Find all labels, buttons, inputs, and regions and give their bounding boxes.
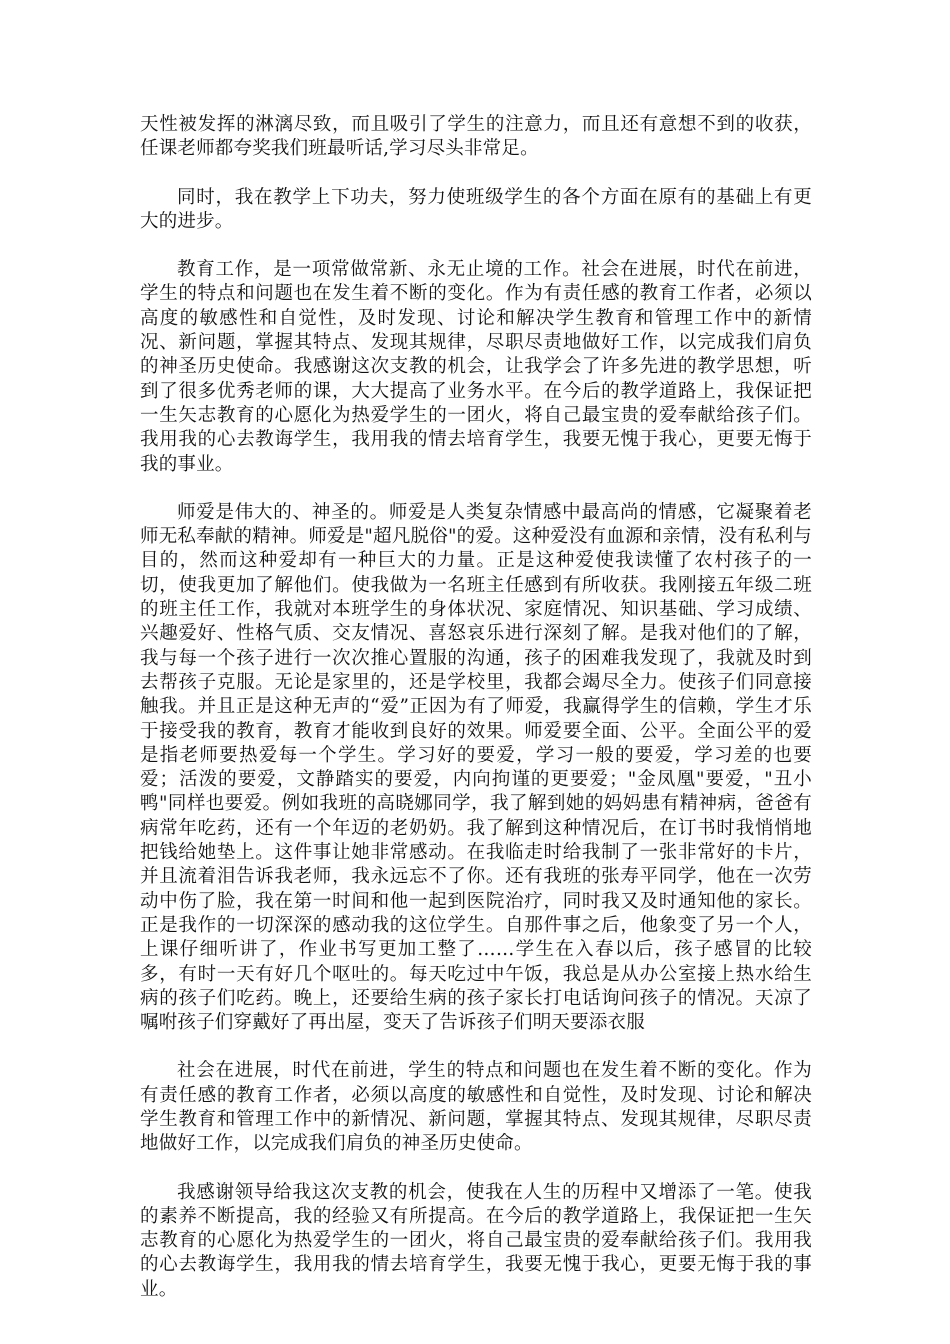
paragraph-3: 教育工作，是一项常做常新、永无止境的工作。社会在进展，时代在前进，学生的特点和问题也在发生着不断的变化。作为有责任感的教育工作者，必须以高度的敏感性和自觉性，及时发现、讨论和解决学生教育和管理工作中的新情况、新问题，掌握其特点、发现其规律，尽职尽责地做好工作，以完成我们肩负的神圣历史使命。我感谢这次支教的机会，让我学会了许多先进的教学思想，听到了很多优秀老师的课，大大提高了业务水平。在今后的教学道路上，我保证把一生矢志教育的心愿化为热爱学生的一团火，将自己最宝贵的爱奉献给孩子们。我用我的心去教诲学生，我用我的情去培育学生，我要无愧于我心，更要无悔于我的事业。 (140, 259, 812, 475)
paragraph-4: 师爱是伟大的、神圣的。师爱是人类复杂情感中最高尚的情感，它凝聚着老师无私奉献的精神。师爱是"超凡脱俗"的爱。这种爱没有血源和亲情，没有私利与目的，然而这种爱却有一种巨大的力量。正是这种爱使我读懂了农村孩子的一切，使我更加了解他们。使我做为一名班主任感到有所收获。我刚接五年级二班的班主任工作，我就对本班学生的身体状况、家庭情况、知识基础、学习成绩、兴趣爱好、性格气质、交友情况、喜怒哀乐进行深刻了解。是我对他们的了解，我与每一个孩子进行一次次推心置服的沟通，孩子的困难我发现了，我就及时到去帮孩子克服。无论是家里的，还是学校里，我都会竭尽全力。使孩子们同意接触我。并且正是这种无声的“爱”正因为有了师爱，我赢得学生的信赖，学生才乐于接受我的教育，教育才能收到良好的效果。师爱要全面、公平。全面公平的爱是指老师要热爱每一个学生。学习好的要爱，学习一般的要爱，学习差的也要爱；活泼的要爱，文静踏实的要爱，内向拘谨的更要爱；"金凤凰"要爱，"丑小鸭"同样也要爱。例如我班的高晓娜同学，我了解到她的妈妈患有精神病，爸爸有病常年吃药，还有一个年迈的老奶奶。我了解到这种情况后，在订书时我悄悄地把钱给她垫上。这件事让她非常感动。在我临走时给我制了一张非常好的卡片，并且流着泪告诉我老师，我永远忘不了你。还有我班的张寿平同学，他在一次劳动中伤了脸，我在第一时间和他一起到医院治疗，同时我又及时通知他的家长。正是我作的一切深深的感动我的这位学生。自那件事之后，他象变了另一个人，上课仔细听讲了，作业书写更加工整了……学生在入春以后，孩子感冒的比较多，有时一天有好几个呕吐的。每天吃过中午饭，我总是从办公室接上热水给生病的孩子们吃药。晚上，还要给生病的孩子家长打电话询问孩子的情况。天凉了嘱咐孩子们穿戴好了再出屋，变天了告诉孩子们明天要添衣服 (140, 501, 812, 1034)
document-body (140, 113, 812, 1326)
paragraph-5: 社会在进展，时代在前进，学生的特点和问题也在发生着不断的变化。作为有责任感的教育工作者，必须以高度的敏感性和自觉性，及时发现、讨论和解决学生教育和管理工作中的新情况、新问题，掌握其特点、发现其规律，尽职尽责地做好工作，以完成我们肩负的神圣历史使命。 (140, 1060, 812, 1155)
paragraph-2: 同时，我在教学上下功夫，努力使班级学生的各个方面在原有的基础上有更大的进步。 (140, 186, 812, 232)
paragraph-6: 我感谢领导给我这次支教的机会，使我在人生的历程中又增添了一笔。使我的素养不断提高，我的经验又有所提高。在今后的教学道路上，我保证把一生矢志教育的心愿化为热爱学生的一团火，将自己最宝贵的爱奉献给孩子们。我用我的心去教诲学生，我用我的情去培育学生，我要无愧于我心，更要无悔于我的事业。 (140, 1181, 812, 1300)
paragraph-1: 天性被发挥的淋漓尽致，而且吸引了学生的注意力，而且还有意想不到的收获，任课老师都夸奖我们班最听话,学习尽头非常足。 (140, 114, 812, 160)
